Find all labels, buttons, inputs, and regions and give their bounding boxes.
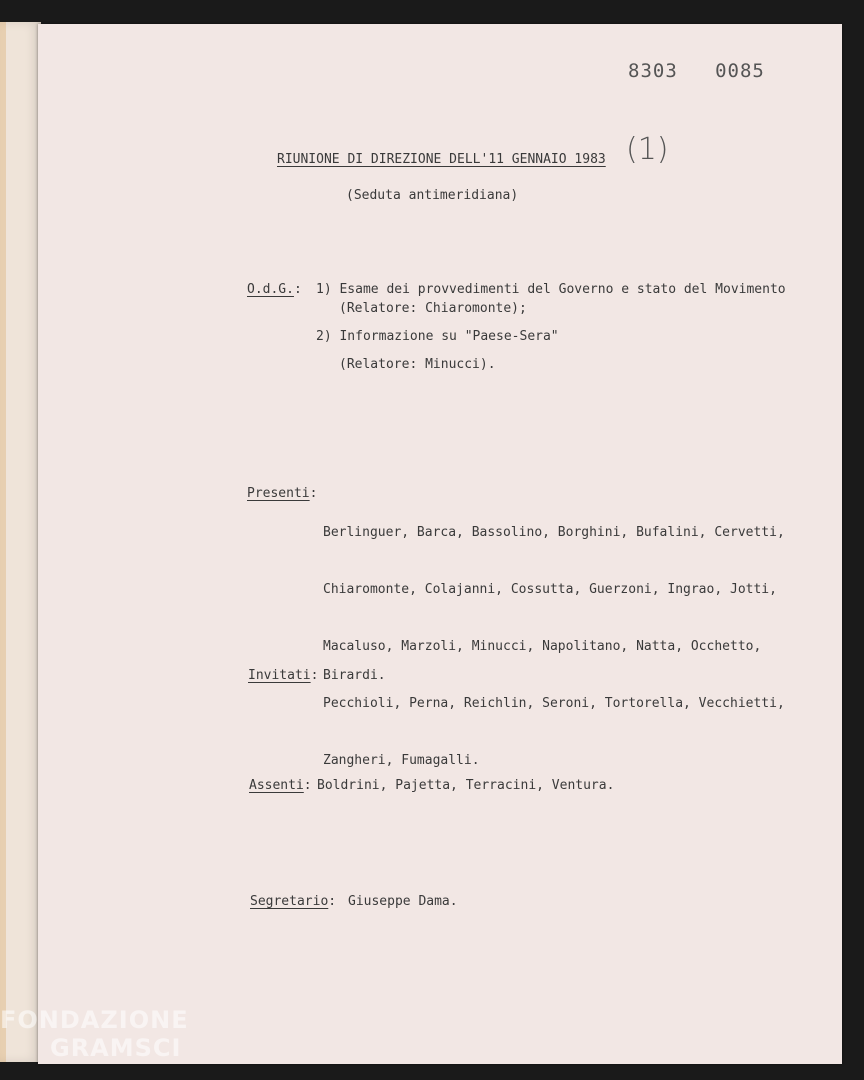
odg-item-1-line-2: (Relatore: Chiaromonte);: [339, 301, 527, 316]
left-page-tint: [0, 22, 6, 1062]
presenti-line: Pecchioli, Perna, Reichlin, Seroni, Tortorella, Vecchietti,: [323, 696, 785, 711]
watermark-line-1: FONDAZIONE: [0, 1006, 189, 1034]
odg-item-2-line-1: 2) Informazione su "Paese-Sera": [316, 329, 559, 344]
invitati-label: Invitati: [248, 668, 311, 683]
presenti-line: Zangheri, Fumagalli.: [323, 753, 480, 768]
segretario-label: Segretario: [250, 894, 329, 909]
document-title: RIUNIONE DI DIREZIONE DELL'11 GENNAIO 1983: [277, 152, 606, 167]
odg-label: O.d.G.: [247, 282, 294, 297]
invitati-value: Birardi.: [323, 668, 386, 683]
segretario-value: Giuseppe Dama.: [348, 894, 458, 909]
fondazione-gramsci-watermark-logo: [0, 1006, 189, 1062]
left-page-edge: [0, 22, 41, 1062]
segretario-label-row: Segretario:: [250, 894, 337, 909]
archive-number: 8303 0085: [628, 60, 765, 82]
presenti-line: Berlinguer, Barca, Bassolino, Borghini, Bufalini, Cervetti,: [323, 525, 785, 540]
assenti-label: Assenti: [249, 778, 304, 793]
invitati-label-row: Invitati:: [248, 668, 319, 683]
odg-item-2-line-2: (Relatore: Minucci).: [339, 357, 496, 372]
document-sheet: [38, 24, 842, 1064]
presenti-line: Macaluso, Marzoli, Minucci, Napolitano, Natta, Occhetto,: [323, 639, 762, 654]
presenti-label: Presenti: [247, 486, 310, 501]
presenti-line: Chiaromonte, Colajanni, Cossutta, Guerzoni, Ingrao, Jotti,: [323, 582, 777, 597]
document-subtitle: (Seduta antimeridiana): [346, 188, 519, 203]
odg-item-1-line-1: 1) Esame dei provvedimenti del Governo e stato del Movimento: [316, 282, 786, 297]
assenti-value: Boldrini, Pajetta, Terracini, Ventura.: [317, 778, 615, 793]
handwritten-folio-number: (1): [626, 132, 669, 167]
odg-label-row: O.d.G.:: [247, 282, 302, 297]
assenti-label-row: Assenti:: [249, 778, 312, 793]
presenti-label-row: Presenti:: [247, 486, 318, 501]
presenti-list: [323, 485, 785, 808]
watermark-line-2: GRAMSCI: [50, 1034, 182, 1062]
